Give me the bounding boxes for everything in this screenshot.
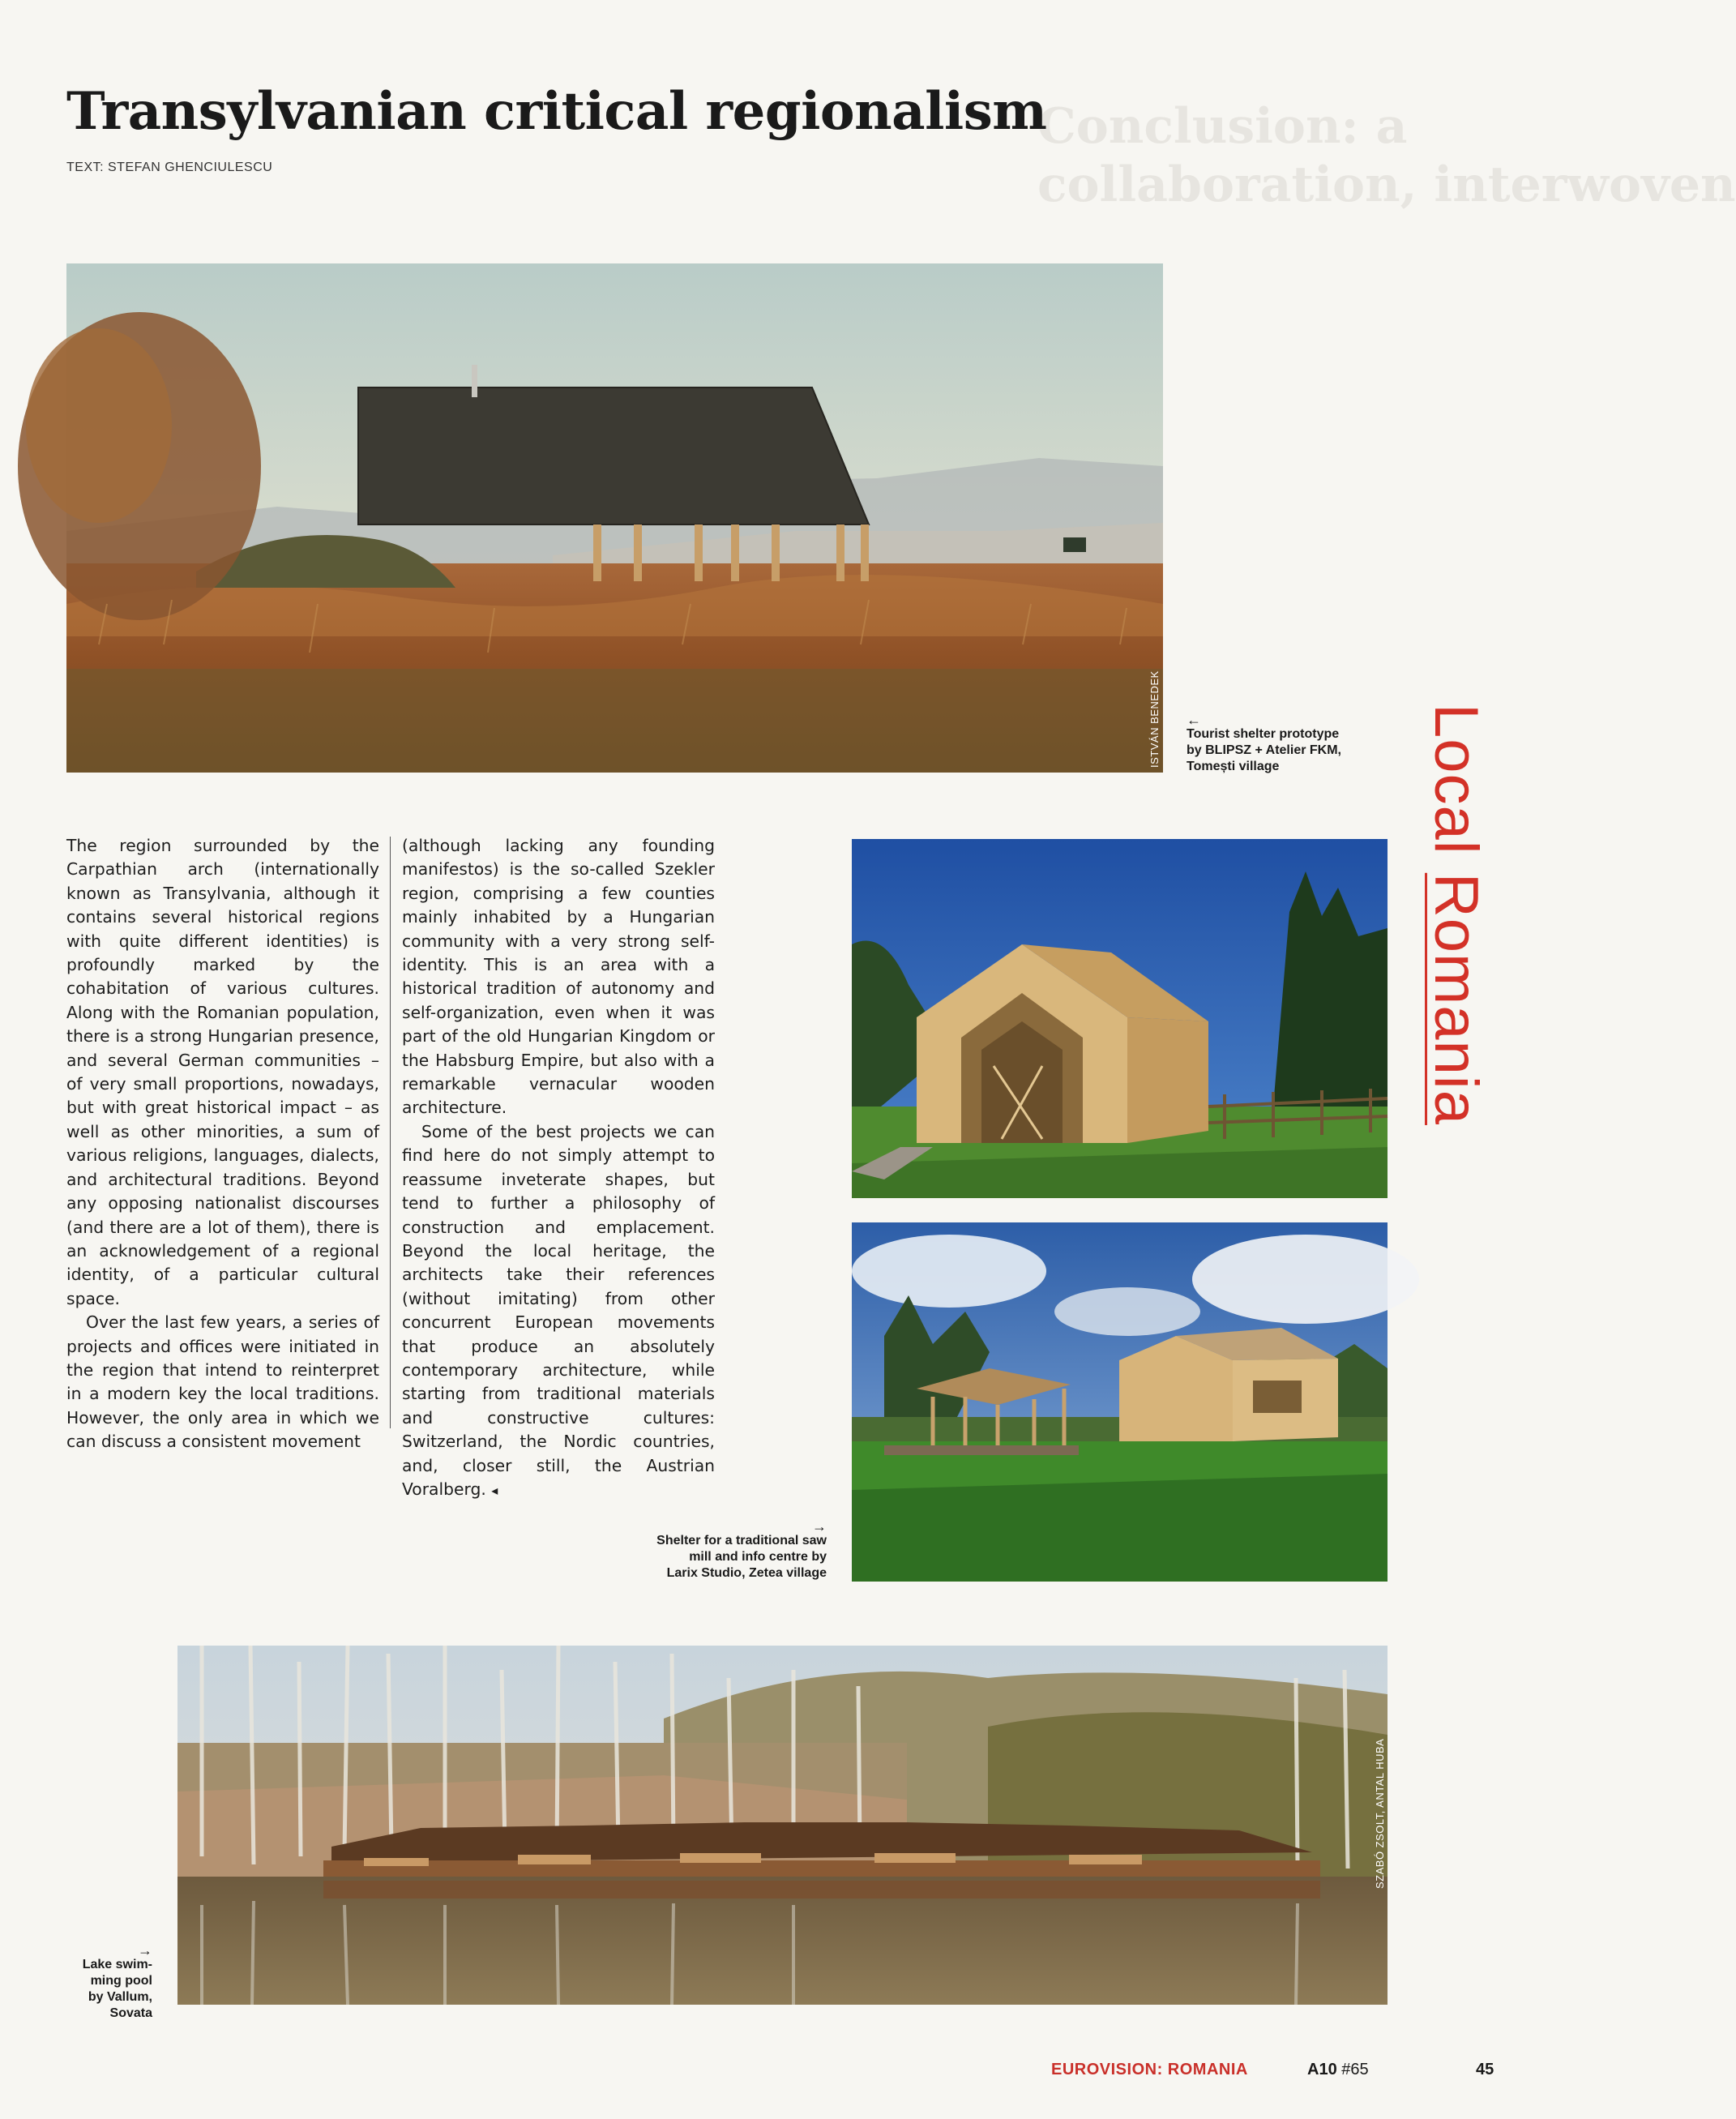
- lake-pool-illustration: [177, 1646, 1388, 2005]
- end-mark-icon: ◂: [491, 1482, 498, 1498]
- ghost-line-1: Conclusion: a: [1037, 98, 1408, 155]
- section-prefix: Local: [1422, 704, 1490, 873]
- ghost-text: [1037, 97, 1736, 214]
- article-column-1: [66, 834, 379, 1454]
- section-title: [1421, 704, 1491, 1158]
- caption-line: ming pool: [90, 1974, 152, 1988]
- section-emphasis: Romania: [1422, 872, 1490, 1125]
- byline: TEXT: STEFAN GHENCIULESCU: [66, 161, 273, 174]
- paragraph: Some of the best projects we can find here do not simply attempt to reassume inveterate shapes, but tend to further a philosophy of construction and emplacement. Beyond the local heritage, the architects take their references (without imitating) from other concurrent European movements that produce an absolutely contemporary architecture, while starting from traditional materials and constructive cultures: Switzerland, the Nordic countries, and, closer still, the Austrian Voralberg.: [402, 1121, 715, 1499]
- caption-line: Shelter for a traditional saw: [656, 1534, 827, 1548]
- paragraph: Over the last few years, a series of projects and offices were initiated in the region that intend to reinterpret in a modern key the local traditions. However, the only area in which we can discuss a consistent movement: [66, 1312, 379, 1452]
- caption-line: by BLIPSZ + Atelier FKM,: [1187, 743, 1341, 757]
- caption-line: Lake swim-: [82, 1958, 152, 1971]
- caption-lake-pool: [57, 1944, 152, 2022]
- caption-line: Tomești village: [1187, 760, 1280, 773]
- photo-sawmill-pair: [852, 1222, 1388, 1582]
- page-number: 45: [1476, 2061, 1494, 2078]
- shelter-illustration: [66, 263, 1163, 773]
- photo-credit: ISTVÁN BENEDEK: [1148, 670, 1161, 768]
- caption-line: mill and info centre by: [689, 1550, 827, 1564]
- page-title: Transylvanian critical regionalism: [66, 81, 1047, 142]
- magazine-name: A10: [1307, 2061, 1337, 2078]
- caption-line: Larix Studio, Zetea village: [666, 1566, 827, 1580]
- footer-magazine: [1307, 2061, 1369, 2079]
- paragraph: (although lacking any founding manifestos) is the so-called Szekler region, comprising a few counties mainly inhabited by a Hungarian community with a very strong self-identity. This is an area with a historical tradition of autonomy and self-organization, even when it was part of the old Hungarian Kingdom or the Habsburg Empire, but also with a remarkable vernacular wooden architecture.: [402, 836, 715, 1118]
- caption-line: Sovata: [109, 2006, 152, 2020]
- paragraph: The region surrounded by the Carpathian arch (internationally known as Transylvania, although it contains several historical regions with quite different identities) is profoundly marked by the cohabitation of various cultures. Along with the Romanian population, there is a strong Hungarian presence, and several German communities – of very small proportions, nowadays, but with great historical impact – as well as other minorities, a sum of various religions, languages, dialects, and architectural traditions. Beyond any opposing nationalist discourses (and there are a lot of them), there is an acknowledgement of a regional identity, of a particular cultural space.: [66, 836, 379, 1308]
- caption-line: by Vallum,: [88, 1990, 152, 2004]
- left-arrow-icon: ←: [1187, 712, 1201, 728]
- issue-number: #65: [1341, 2061, 1369, 2078]
- photo-credit: SZABÓ ZSOLT, ANTAL HUBA: [1374, 1738, 1386, 1889]
- ghost-line-2: collaboration, interwoven: [1037, 156, 1736, 213]
- caption-line: Tourist shelter prototype: [1187, 727, 1340, 741]
- caption-tourist-shelter: [1187, 713, 1365, 775]
- photo-tourist-shelter: [66, 263, 1163, 773]
- sawmill-house-illustration: [852, 839, 1388, 1198]
- right-arrow-icon: →: [138, 1942, 152, 1958]
- photo-sawmill-house: [852, 839, 1388, 1198]
- article-column-2: [402, 834, 715, 1502]
- sawmill-pair-illustration: [852, 1222, 1388, 1582]
- column-divider: [390, 837, 391, 1428]
- photo-lake-pool: [177, 1646, 1388, 2005]
- footer-section: EUROVISION: ROMANIA: [1051, 2061, 1248, 2078]
- caption-sawmill: [616, 1520, 827, 1582]
- right-arrow-icon: →: [812, 1518, 827, 1535]
